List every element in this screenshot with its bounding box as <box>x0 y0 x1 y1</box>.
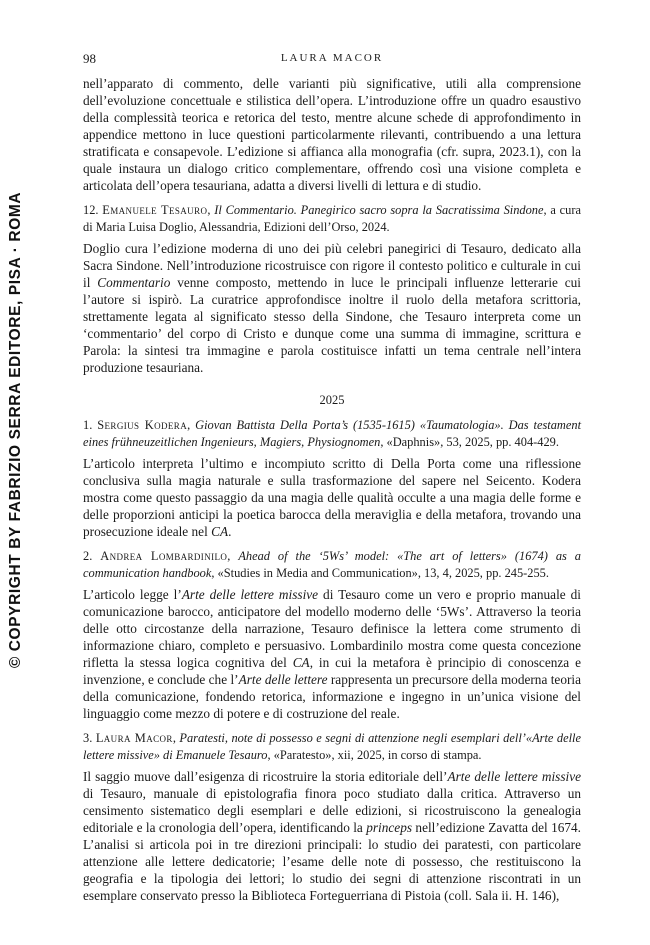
entry-1-summary: L’articolo interpreta l’ultimo e incompiuto scritto di Della Porta come una riflessione conclusiva sulla magia naturale e sulla trasformazione del sapere nel Seicento. Kodera mostra come questo passaggio da una magia delle qualità occulte a una magia delle forme e delle proporzioni anticipi la poetica barocca della meraviglia e della metafora, trovando una prosecuzione ideale nel CA. <box>83 456 581 539</box>
entry-title: Paratesti, note di possesso e segni di attenzione negli esemplari dell’«Arte delle lettere missive» di Emanuele Tesauro <box>83 731 582 762</box>
entry-2-citation: 2. Andrea Lombardinilo, Ahead of the ‘5Ws’ model: «The art of letters» (1674) as a communication handbook, «Studies in Media and Communication», 13, 4, 2025, pp. 245-255. <box>83 549 581 580</box>
page-number: 98 <box>83 51 96 66</box>
entry-title: Ahead of the ‘5Ws’ model: «The art of letters» (1674) as a communication handbook <box>83 549 581 580</box>
entry-12-citation: 12. Emanuele Tesauro, Il Commentario. Panegirico sacro sopra la Sacratissima Sindone, a cura di Maria Luisa Doglio, Alessandria, Edizioni dell’Orso, 2024. <box>83 203 581 234</box>
entry-1-citation: 1. Sergius Kodera, Giovan Battista Della Porta’s (1535-1615) «Taumatologia». Das testament eines frühneuzeitlichen Ingenieurs, Magiers, Physiognomen, «Daphnis», 53, 2025, pp. 404-429. <box>83 418 582 449</box>
running-head: LAURA MACOR <box>280 52 384 64</box>
entry-3-summary: Il saggio muove dall’esigenza di ricostruire la storia editoriale dell’Arte delle lettere missive di Tesauro, manuale di epistolografia finora poco studiato dalla critica. Attraverso un censimento sistematico degli esemplari e delle edizioni, si ricostruiscono la genealogia editoriale e la cronologia dell’opera, identificando la princeps nell’edizione Zavatta del 1674. L’analisi si articola poi in tre direzioni principali: lo studio dei paratesti, con particolare attenzione alle lettere dedicatorie; l’esame delle note di possesso, che restituiscono la geografia e la tipologia dei lettori; lo studio dei segni di attenzione riscontrati in un esemplare conservato presso la Biblioteca Forteguerriana di Pistoia (coll. Sala ii. H. 146), <box>83 769 582 903</box>
year-heading: 2025 <box>319 393 345 407</box>
copyright-notice <box>3 191 29 669</box>
entry-2-summary: L’articolo legge l’Arte delle lettere missive di Tesauro come un vero e proprio manuale di comunicazione barocco, anticipatore del modello moderno delle ‘5Ws’. Attraverso la teoria delle otto circostanze della narrazione, Tesauro definisce la lettera come strumento di informazione chiaro, completo e persuasivo. Lombardinilo mostra come questa concezione rifletta la stessa logica cognitiva del CA, in cui la metafora è principio di conoscenza e invenzione, e conclude che l’Arte delle lettere rappresenta un precursore della moderna teoria della comunicazione, fondendo retorica, informazione e ingegno in un’unica visione del linguaggio come mezzo di potere e di costruzione del reale. <box>83 587 581 721</box>
entry-number: 2. <box>83 549 93 563</box>
entry-title: Giovan Battista Della Porta’s (1535-1615) «Taumatologia». Das testament eines frühneuzeitlichen Ingenieurs, Magiers, Physiognomen <box>83 418 582 449</box>
entry-number: 3. <box>83 731 93 745</box>
entry-12-summary: Doglio cura l’edizione moderna di uno dei più celebri panegirici di Tesauro, dedicato alla Sacra Sindone. Nell’introduzione ricostruisce con rigore il contesto politico e culturale in cui il Commentario venne composto, mettendo in luce le principali influenze letterarie cui l’autore si ispirò. La curatrice approfondisce inoltre il ruolo della metafora scrittoria, strettamente legata al significato stesso della Sindone, che Tesauro interpreta come un ‘commentario’ del corpo di Cristo e dunque come una summa di immagine, scrittura e Parola: la sintesi tra immagine e parola costituisce infatti un tema centrale nell’intera produzione tesauriana. <box>83 241 581 375</box>
entry-author: Laura Macor <box>95 731 173 745</box>
page-header <box>83 51 581 67</box>
page-body <box>83 75 581 904</box>
entry-publication: , «Daphnis», 53, 2025, pp. 404-429. <box>380 434 559 449</box>
entry-3-citation: 3. Laura Macor, Paratesti, note di possesso e segni di attenzione negli esemplari dell’«Arte delle lettere missive» di Emanuele Tesauro, «Paratesto», xii, 2025, in corso di stampa. <box>83 731 582 762</box>
entry-publication: , a cura di Maria Luisa Doglio, Alessandria, Edizioni dell’Orso, 2024. <box>83 203 581 234</box>
entry-publication: , «Paratesto», xii, 2025, in corso di stampa. <box>267 747 482 762</box>
entry-number: 1. <box>83 418 93 432</box>
entry-publication: , «Studies in Media and Communication», 13, 4, 2025, pp. 245-255. <box>211 565 549 580</box>
entry-title: Il Commentario. Panegirico sacro sopra la Sacratissima Sindone <box>214 203 544 217</box>
entry-author: Sergius Kodera <box>97 418 188 432</box>
intro-paragraph: nell’apparato di commento, delle varianti più significative, utili alla comprensione dell’evoluzione concettuale e stilistica dell’opera. L’introduzione offre un quadro esaustivo della complessità teorica e retorica del testo, mentre alcune schede di approfondimento in appendice mettono in luce questioni particolarmente rilevanti, contribuendo a una lettura stratificata e consapevole. L’edizione si affianca alla monografia (cfr. supra, 2023.1), con la quale instaura un dialogo critico complementare, offrendo così una visione completa e articolata dell’opera tesauriana, adatta a diversi livelli di lettura e di studio. <box>83 76 581 193</box>
copyright-text: © COPYRIGHT BY FABRIZIO SERRA EDITORE, PISA · ROMA <box>7 191 24 669</box>
entry-number: 12. <box>83 203 99 217</box>
entry-author: Andrea Lombardinilo <box>100 549 228 563</box>
entry-author: Emanuele Tesauro <box>102 203 208 217</box>
